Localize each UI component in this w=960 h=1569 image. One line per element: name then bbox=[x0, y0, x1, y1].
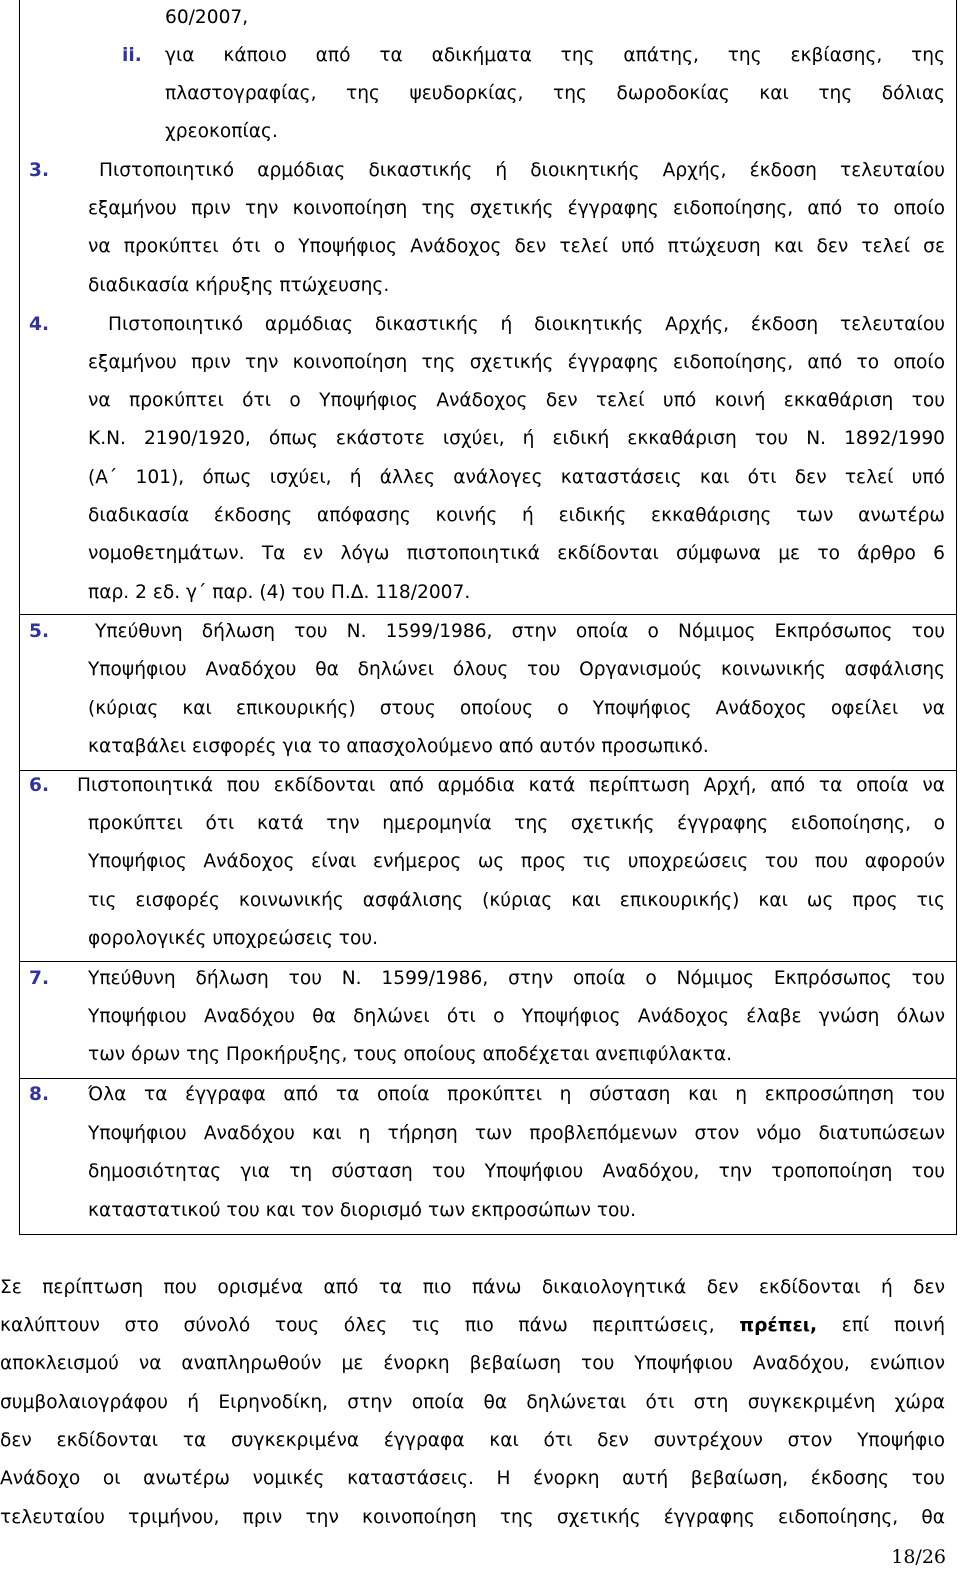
row-divider bbox=[19, 961, 957, 962]
list-item-4-line: παρ. 2 εδ. γ΄ παρ. (4) του Π.Δ. 118/2007. bbox=[88, 582, 471, 603]
list-item-5-line: (κύριας και επικουρικής) στους οποίους ο Υποψήφιος Ανάδοχος οφείλει να bbox=[88, 698, 945, 719]
list-item-7-line: των όρων της Προκήρυξης, τους οποίους αποδέχεται ανεπιφύλακτα. bbox=[88, 1044, 733, 1065]
sub-item-ii-line: πλαστογραφίας, της ψευδορκίας, της δωροδοκίας και της δόλιας bbox=[165, 83, 945, 104]
list-item-8-marker: 8. bbox=[29, 1084, 50, 1105]
list-item-4-line: Πιστοποιητικό αρμόδιας δικαστικής ή διοικητικής Αρχής, έκδοση τελευταίου bbox=[108, 314, 945, 335]
list-item-7-line: Υποψήφιου Αναδόχου θα δηλώνει ότι ο Υποψήφιος Ανάδοχος έλαβε γνώση όλων bbox=[88, 1006, 945, 1027]
list-item-3-line: διαδικασία κήρυξης πτώχευσης. bbox=[88, 275, 390, 296]
list-item-5-marker: 5. bbox=[29, 621, 50, 642]
list-item-6-line: Πιστοποιητικά που εκδίδονται από αρμόδια κατά περίπτωση Αρχή, από τα οποία να bbox=[77, 775, 945, 796]
paragraph-text: καλύπτουν στο σύνολό τους όλες τις πιο πάνω περιπτώσεις, bbox=[0, 1315, 715, 1336]
paragraph-line: αποκλεισμού να αναπληρωθούν με ένορκη βεβαίωση του Υποψήφιου Αναδόχου, ενώπιον bbox=[0, 1353, 945, 1374]
paragraph-text: επί ποινή bbox=[841, 1315, 946, 1336]
sub-item-ii-line: για κάποιο από τα αδικήματα της απάτης, της εκβίασης, της bbox=[165, 45, 945, 66]
list-item-2-continuation: 60/2007, bbox=[165, 7, 249, 28]
list-item-4-marker: 4. bbox=[29, 314, 50, 335]
list-item-4-line: (Α΄ 101), όπως ισχύει, ή άλλες ανάλογες καταστάσεις και ότι δεν τελεί υπό bbox=[88, 467, 945, 488]
list-item-5-line: Υπεύθυνη δήλωση του Ν. 1599/1986, στην οποία ο Νόμιμος Εκπρόσωπος του bbox=[95, 621, 945, 642]
paragraph-line bbox=[0, 1315, 945, 1337]
sub-item-ii-marker: ii. bbox=[122, 45, 142, 66]
list-item-4-line: νομοθετημάτων. Τα εν λόγω πιστοποιητικά εκδίδονται σύμφωνα με το άρθρο 6 bbox=[88, 543, 945, 564]
paragraph-line: Ανάδοχο οι ανωτέρω νομικές καταστάσεις. Η ένορκη αυτή βεβαίωση, έκδοσης του bbox=[0, 1468, 945, 1489]
list-item-6-line: προκύπτει ότι κατά την ημερομηνία της σχετικής έγγραφης ειδοποίησης, ο bbox=[88, 813, 945, 834]
list-item-6-line: Υποψήφιος Ανάδοχος είναι ενήμερος ως προς τις υποχρεώσεις του που αφορούν bbox=[88, 851, 945, 872]
list-item-4-line: να προκύπτει ότι ο Υποψήφιος Ανάδοχος δεν τελεί υπό κοινή εκκαθάριση του bbox=[88, 390, 945, 411]
list-item-8-line: Όλα τα έγγραφα από τα οποία προκύπτει η σύσταση και η εκπροσώπηση του bbox=[88, 1084, 945, 1105]
list-item-8-line: Υποψήφιου Αναδόχου και η τήρηση των προβλεπόμενων στον νόμο διατυπώσεων bbox=[88, 1123, 945, 1144]
list-item-5-line: Υποψήφιου Αναδόχου θα δηλώνει όλους του Οργανισμούς κοινωνικής ασφάλισης bbox=[88, 659, 945, 680]
list-item-3-line: Πιστοποιητικό αρμόδιας δικαστικής ή διοικητικής Αρχής, έκδοση τελευταίου bbox=[99, 160, 945, 181]
list-item-3-line: εξαμήνου πριν την κοινοποίηση της σχετικής έγγραφης ειδοποίησης, από το οποίο bbox=[88, 198, 945, 219]
list-item-3-line: να προκύπτει ότι ο Υποψήφιος Ανάδοχος δεν τελεί υπό πτώχευση και δεν τελεί σε bbox=[88, 236, 945, 257]
list-item-4-line: διαδικασία έκδοσης απόφασης κοινής ή ειδικής εκκαθάρισης των ανωτέρω bbox=[88, 505, 945, 526]
sub-item-ii-line: χρεοκοπίας. bbox=[165, 121, 278, 142]
emphasis-word: πρέπει, bbox=[739, 1315, 818, 1336]
list-item-5-line: καταβάλει εισφορές για το απασχολούμενο από αυτόν προσωπικό. bbox=[88, 736, 709, 757]
list-item-4-line: εξαμήνου πριν την κοινοποίηση της σχετικής έγγραφης ειδοποίησης, από το οποίο bbox=[88, 352, 945, 373]
list-item-6-line: τις εισφορές κοινωνικής ασφάλισης (κύριας και επικουρικής) και ως προς τις bbox=[88, 890, 945, 911]
row-divider bbox=[19, 770, 957, 771]
list-item-7-line: Υπεύθυνη δήλωση του Ν. 1599/1986, στην οποία ο Νόμιμος Εκπρόσωπος του bbox=[88, 968, 945, 989]
paragraph-line: τελευταίου τριμήνου, πριν την κοινοποίηση της σχετικής έγγραφης ειδοποίησης, θα bbox=[0, 1507, 945, 1528]
paragraph-line: Σε περίπτωση που ορισμένα από τα πιο πάνω δικαιολογητικά δεν εκδίδονται ή δεν bbox=[0, 1277, 945, 1298]
list-item-4-line: Κ.Ν. 2190/1920, όπως εκάστοτε ισχύει, ή ειδική εκκαθάριση του Ν. 1892/1990 bbox=[88, 428, 945, 449]
row-divider bbox=[19, 614, 957, 615]
page-number: 18/26 bbox=[891, 1546, 946, 1568]
list-item-6-marker: 6. bbox=[29, 775, 50, 796]
paragraph-line: δεν εκδίδονται τα συγκεκριμένα έγγραφα και ότι δεν συντρέχουν στον Υποψήφιο bbox=[0, 1430, 945, 1451]
list-item-6-line: φορολογικές υποχρεώσεις του. bbox=[88, 928, 379, 949]
list-item-3-marker: 3. bbox=[29, 160, 50, 181]
list-item-8-line: καταστατικού του και τον διορισμό των εκπροσώπων του. bbox=[88, 1200, 637, 1221]
row-divider bbox=[19, 1078, 957, 1079]
list-item-7-marker: 7. bbox=[29, 968, 50, 989]
list-item-8-line: δημοσιότητας για τη σύσταση του Υποψήφιου Αναδόχου, την τροποποίηση του bbox=[88, 1161, 945, 1182]
paragraph-line: συμβολαιογράφου ή Ειρηνοδίκη, στην οποία θα δηλώνεται ότι στη συγκεκριμένη χώρα bbox=[0, 1392, 945, 1413]
